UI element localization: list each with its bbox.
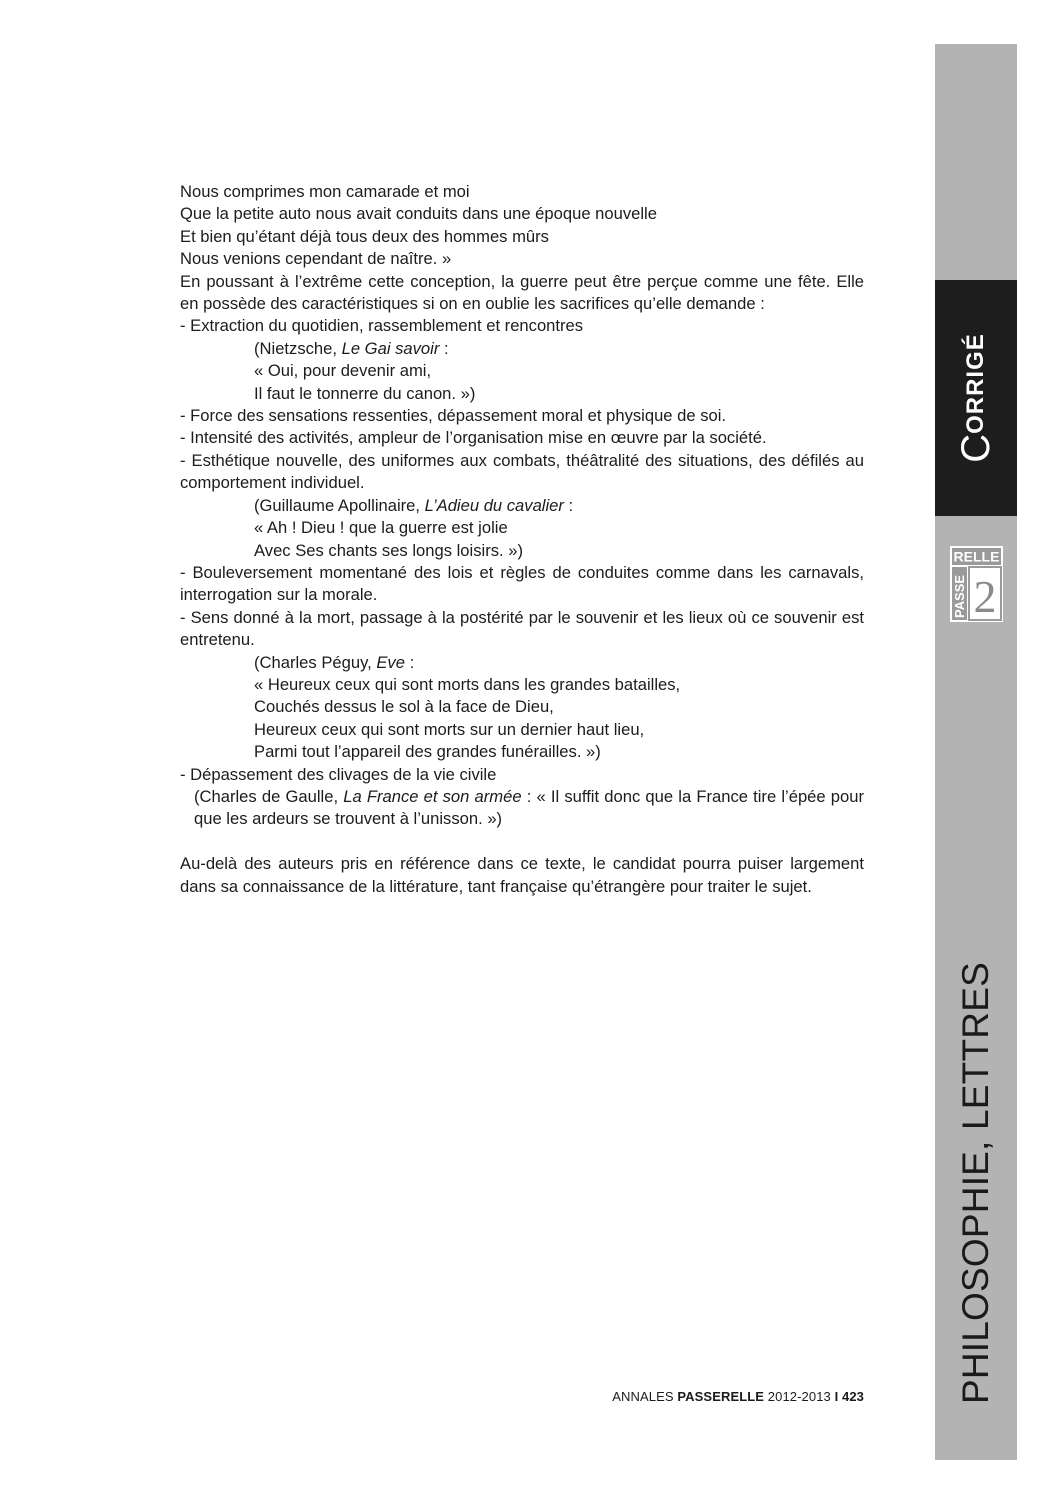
bullet-depassement: - Dépassement des clivages de la vie civile xyxy=(180,764,497,784)
work-title: Eve xyxy=(376,652,405,672)
quote-line: « Oui, pour devenir ami, xyxy=(254,361,432,381)
poem-line: Nous venions cependant de naître. » xyxy=(180,249,452,269)
quote-line: « Ah ! Dieu ! que la guerre est jolie xyxy=(254,518,508,538)
quote-line: « Heureux ceux qui sont morts dans les grandes batailles, xyxy=(254,674,681,694)
poem-line: Et bien qu’étant déjà tous deux des hommes mûrs xyxy=(180,226,549,246)
poem-line: Nous comprimes mon camarade et moi xyxy=(180,182,470,201)
page-footer xyxy=(560,1389,864,1404)
footer-separator: I xyxy=(834,1389,839,1404)
bullet-bouleversement: - Bouleversement momentané des lois et règles de conduites comme dans les carnavals, interrogation sur la morale. xyxy=(180,562,864,605)
quote-line: Parmi tout l’appareil des grandes funérailles. ») xyxy=(254,742,601,762)
quote-apollinaire: (Guillaume Apollinaire, L’Adieu du cavalier : xyxy=(254,495,574,515)
bullet-intensite: - Intensité des activités, ampleur de l’organisation mise en œuvre par la société. xyxy=(180,428,767,448)
quote-line: Couchés dessus le sol à la face de Dieu, xyxy=(254,697,554,717)
quote-nietzsche: (Nietzsche, Le Gai savoir : xyxy=(254,338,449,358)
footer-annales: ANNALES xyxy=(612,1389,678,1404)
bullet-esthetique: - Esthétique nouvelle, des uniformes aux combats, théâtralité des situations, des défilés au comportement individuel. xyxy=(180,450,864,493)
passerelle-logo xyxy=(950,546,1003,622)
main-text xyxy=(180,181,864,898)
quote-de-gaulle: (Charles de Gaulle, La France et son armée : « Il suffit donc que la France tire l’épée pour que les ardeurs se trouvent à l’unisson. ») xyxy=(194,786,865,829)
page-number: 423 xyxy=(838,1389,864,1404)
corrige-tab xyxy=(935,280,1017,516)
bullet-force: - Force des sensations ressenties, dépassement moral et physique de soi. xyxy=(180,406,727,426)
work-title: La France et son armée xyxy=(343,786,522,806)
spacer xyxy=(180,831,864,853)
logo-number: 2 xyxy=(973,571,997,622)
footer-brand: PASSERELLE xyxy=(677,1389,765,1404)
bullet-extraction: - Extraction du quotidien, rassemblement et rencontres xyxy=(180,316,584,336)
work-title: L’Adieu du cavalier xyxy=(424,495,564,515)
work-title: Le Gai savoir xyxy=(341,338,440,358)
poem-line: Que la petite auto nous avait conduits dans une époque nouvelle xyxy=(180,204,657,224)
quote-line: Il faut le tonnerre du canon. ») xyxy=(254,383,476,403)
corrige-label: C ORRIGÉ xyxy=(954,333,998,463)
logo-side-text: PASSE xyxy=(952,574,967,618)
footer-years: 2012-2013 xyxy=(764,1389,835,1404)
quote-peguy: (Charles Péguy, Eve : xyxy=(254,652,415,672)
bullet-sens: - Sens donné à la mort, passage à la postérité par le souvenir et les lieux où ce souvenir est entretenu. xyxy=(180,607,864,650)
paragraph-intro: En poussant à l’extrême cette conception, la guerre peut être perçue comme une fête. Elle en possède des caractéristiques si on en oublie les sacrifices qu’elle demande : xyxy=(180,271,864,314)
paragraph-conclusion: Au-delà des auteurs pris en référence dans ce texte, le candidat pourra puiser largement dans sa connaissance de la littérature, tant française qu’étrangère pour traiter le sujet. xyxy=(180,854,864,896)
subject-title: PHILOSOPHIE, LETTRES xyxy=(955,962,996,1404)
logo-top-text: RELLE xyxy=(953,548,1000,565)
quote-line: Avec Ses chants ses longs loisirs. ») xyxy=(254,540,524,560)
quote-line: Heureux ceux qui sont morts sur un dernier haut lieu, xyxy=(254,719,645,739)
